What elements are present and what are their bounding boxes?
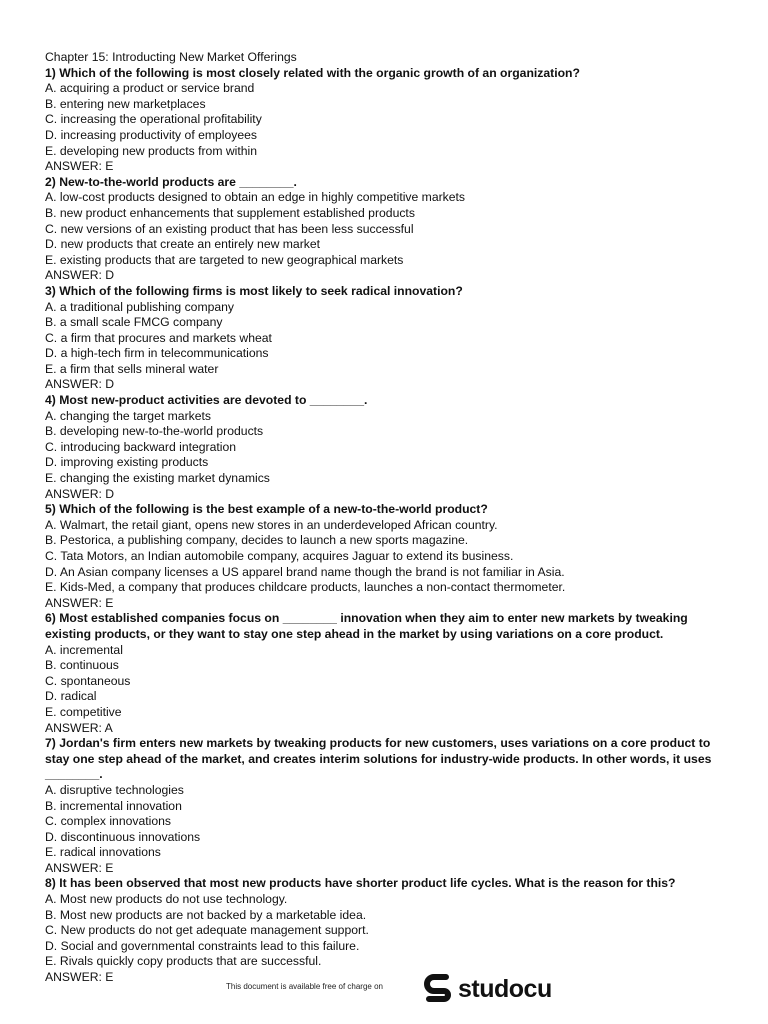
question-block xyxy=(45,175,730,284)
answer-option: D. improving existing products xyxy=(45,455,209,470)
question-block xyxy=(45,611,730,736)
answer-option: C. increasing the operational profitability xyxy=(45,112,262,127)
question-text: 5) Which of the following is the best example of a new-to-the-world product? xyxy=(45,502,488,517)
answer-key: ANSWER: E xyxy=(45,159,114,174)
answer-option: C. introducing backward integration xyxy=(45,439,237,454)
answer-option: B. Pestorica, a publishing company, decides to launch a new sports magazine. xyxy=(45,533,469,548)
answer-option: B. Most new products are not backed by a marketable idea. xyxy=(45,907,367,922)
answer-option: D. a high-tech firm in telecommunications xyxy=(45,346,269,361)
question-block xyxy=(45,502,730,611)
answer-key: ANSWER: E xyxy=(45,860,114,875)
question-list xyxy=(45,66,730,986)
answer-option: A. acquiring a product or service brand xyxy=(45,81,255,96)
answer-option: B. entering new marketplaces xyxy=(45,96,206,111)
answer-option: E. radical innovations xyxy=(45,845,161,860)
answer-key: ANSWER: E xyxy=(45,970,114,985)
answer-option: C. new versions of an existing product that has been less successful xyxy=(45,221,414,236)
answer-option: E. competitive xyxy=(45,704,122,719)
answer-option: E. Rivals quickly copy products that are successful. xyxy=(45,954,322,969)
answer-option: C. New products do not get adequate management support. xyxy=(45,923,369,938)
answer-option: A. disruptive technologies xyxy=(45,782,184,797)
answer-option: A. low-cost products designed to obtain an edge in highly competitive markets xyxy=(45,190,466,205)
answer-key: ANSWER: D xyxy=(45,268,115,283)
answer-option: E. existing products that are targeted to new geographical markets xyxy=(45,252,404,267)
footer xyxy=(0,968,768,1008)
question-block xyxy=(45,66,730,175)
chapter-title: Chapter 15: Introducting New Market Offerings xyxy=(45,50,297,64)
answer-key: ANSWER: E xyxy=(45,595,114,610)
question-block xyxy=(45,284,730,393)
answer-option: A. Most new products do not use technology. xyxy=(45,892,288,907)
question-text: 3) Which of the following firms is most likely to seek radical innovation? xyxy=(45,283,463,298)
answer-option: D. increasing productivity of employees xyxy=(45,127,258,142)
question-text: 8) It has been observed that most new products have shorter product life cycles. What is the reason for this? xyxy=(45,876,676,891)
answer-option: C. a firm that procures and markets wheat xyxy=(45,330,272,345)
answer-option: D. An Asian company licenses a US apparel brand name though the brand is not familiar in Asia. xyxy=(45,564,565,579)
studocu-logo-text: studocu xyxy=(458,974,552,1003)
answer-option: E. changing the existing market dynamics xyxy=(45,471,270,486)
answer-option: C. spontaneous xyxy=(45,673,131,688)
document-body xyxy=(45,50,730,986)
answer-option: A. a traditional publishing company xyxy=(45,299,235,314)
question-text: 6) Most established companies focus on ________ innovation when they aim to enter new markets by tweaking existing products, or they want to stay one step ahead in the market by using variations on a core product. xyxy=(45,611,688,641)
question-block xyxy=(45,393,730,502)
question-text: 7) Jordan's firm enters new markets by tweaking products for new customers, uses variations on a core product to stay one step ahead of the market, and creates interim solutions for industry-wide products. In other words, it uses ________. xyxy=(45,736,712,782)
studocu-logo-icon xyxy=(424,973,454,1005)
answer-option: D. new products that create an entirely new market xyxy=(45,237,321,252)
answer-option: D. discontinuous innovations xyxy=(45,829,201,844)
studocu-logo-link[interactable] xyxy=(424,972,552,1006)
answer-option: E. Kids-Med, a company that produces childcare products, launches a non-contact thermometer. xyxy=(45,580,566,595)
answer-key: ANSWER: A xyxy=(45,720,113,735)
answer-option: A. incremental xyxy=(45,642,123,657)
answer-option: A. changing the target markets xyxy=(45,408,211,423)
question-text: 4) Most new-product activities are devoted to ________. xyxy=(45,393,368,408)
question-text: 1) Which of the following is most closely related with the organic growth of an organization? xyxy=(45,65,580,80)
answer-option: B. continuous xyxy=(45,658,119,673)
answer-option: B. new product enhancements that supplement established products xyxy=(45,205,415,220)
answer-option: D. Social and governmental constraints lead to this failure. xyxy=(45,938,360,953)
answer-option: C. complex innovations xyxy=(45,814,171,829)
answer-option: E. developing new products from within xyxy=(45,143,258,158)
answer-key: ANSWER: D xyxy=(45,377,115,392)
footer-text: This document is available free of charge on xyxy=(226,982,383,991)
question-text: 2) New-to-the-world products are ________. xyxy=(45,174,297,189)
answer-option: B. developing new-to-the-world products xyxy=(45,424,264,439)
answer-option: A. Walmart, the retail giant, opens new stores in an underdeveloped African country. xyxy=(45,517,498,532)
answer-key: ANSWER: D xyxy=(45,486,115,501)
question-block xyxy=(45,736,730,876)
answer-option: B. incremental innovation xyxy=(45,798,182,813)
answer-option: B. a small scale FMCG company xyxy=(45,315,223,330)
answer-option: E. a firm that sells mineral water xyxy=(45,361,219,376)
answer-option: D. radical xyxy=(45,689,97,704)
answer-option: C. Tata Motors, an Indian automobile company, acquires Jaguar to extend its business. xyxy=(45,549,514,563)
